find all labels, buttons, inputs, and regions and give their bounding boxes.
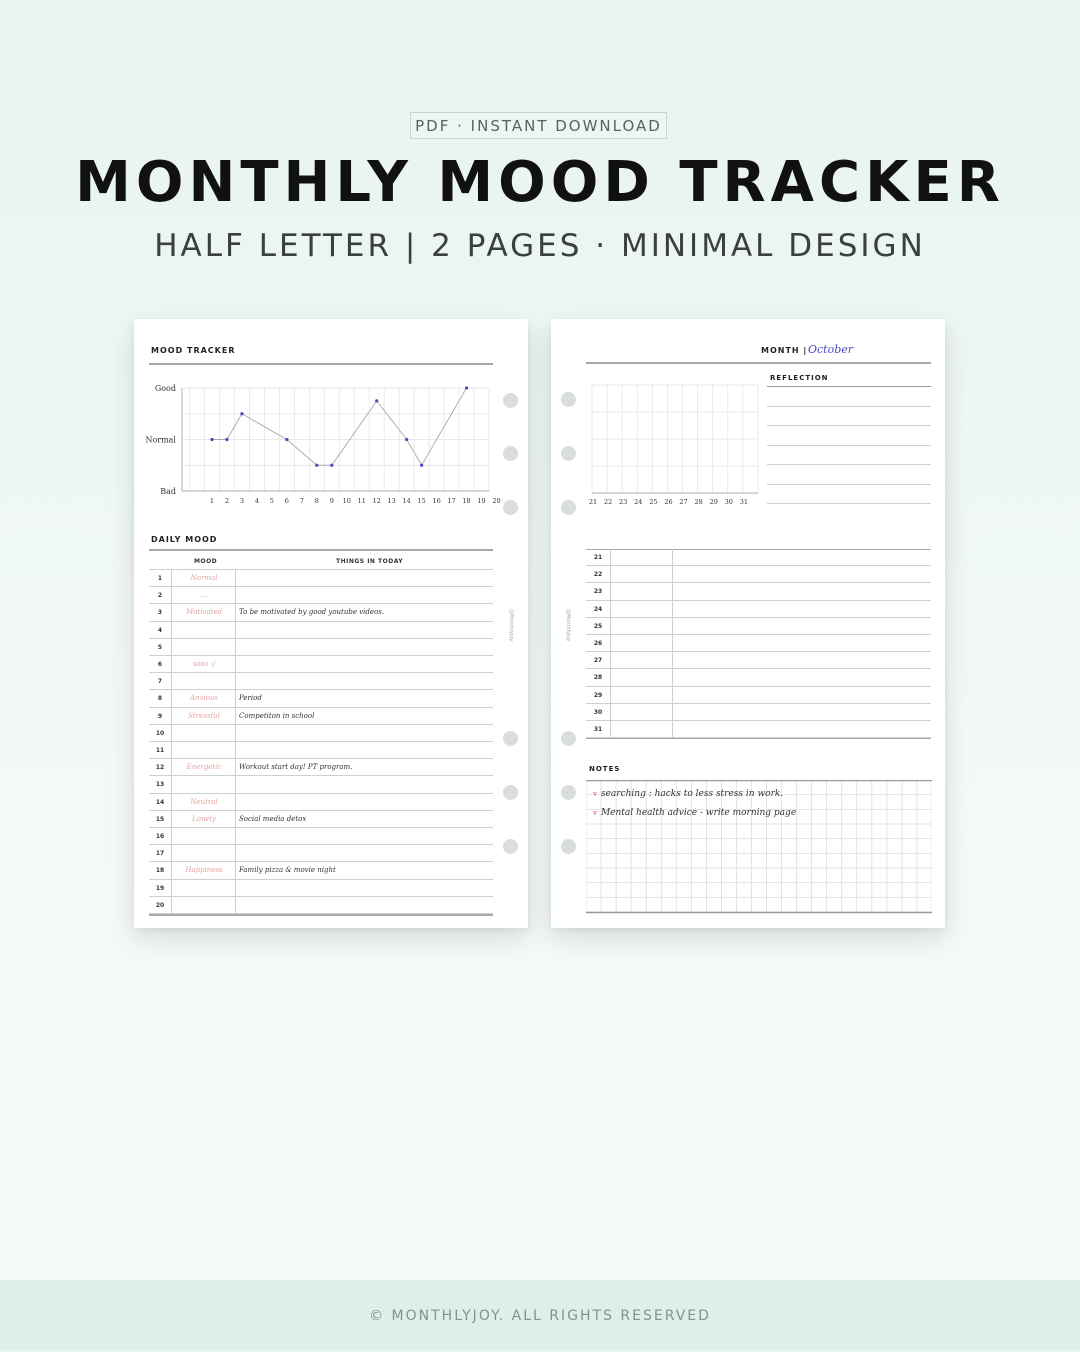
x-tick-label: 2 [224,497,230,505]
mood-tracker-heading: MOOD TRACKER [151,346,236,355]
notes-grid [586,780,932,914]
note-item [593,789,783,799]
things-cell: Social media detox [239,814,307,823]
y-tick-label: Good [154,384,176,393]
table-row [149,622,493,639]
x-tick-label: 24 [634,498,643,506]
day-number: 4 [157,626,163,634]
reflection-heading: REFLECTION [770,374,829,382]
day-number: 21 [593,554,603,561]
day-number: 9 [157,712,163,720]
binder-hole [503,839,518,854]
table-row [586,618,931,635]
x-tick-label: 30 [724,498,733,506]
left-planner-page [134,319,528,928]
table-row [586,583,931,600]
day-number: 23 [593,588,603,596]
note-text: Mental health advice - write morning page [600,808,797,818]
binder-hole [561,785,576,800]
day-number: 18 [155,867,165,875]
day-number: 30 [593,708,603,716]
day-column-divider [610,549,611,738]
daily-mood-heading: DAILY MOOD [151,535,218,544]
mood-point [315,464,318,467]
table-row [149,673,493,690]
day-number: 24 [593,605,603,613]
mood-cell: Stressful [188,711,220,720]
table-row [586,669,931,686]
table-row [149,811,493,828]
binder-hole [503,731,518,746]
mood-column-header: MOOD [194,558,218,565]
table-row [149,880,493,897]
note-item [593,808,796,818]
mood-column-divider [672,549,673,738]
day-number: 26 [593,640,603,647]
x-tick-label: 13 [387,497,396,505]
day-number: 11 [155,747,165,754]
x-tick-label: 21 [588,498,598,506]
x-tick-label: 12 [372,497,381,505]
table-row [149,725,493,742]
mood-point [375,399,378,402]
x-tick-label: 15 [417,497,426,505]
x-tick-label: 20 [492,497,501,505]
x-tick-label: 1 [209,497,215,505]
x-tick-label: 9 [329,497,334,505]
day-number: 29 [593,691,603,699]
table-row [149,776,493,793]
mood-point [285,438,288,441]
table-row [586,635,931,652]
reflection-line [767,464,931,465]
day-number: 6 [157,661,163,668]
x-tick-label: 29 [709,498,718,506]
mood-cell: Lonely [192,814,216,823]
table-header-rule [149,569,493,570]
right-planner-page [551,319,945,928]
day-number: 25 [593,622,603,630]
table-row [586,704,931,721]
x-tick-label: 26 [664,498,673,506]
things-cell: Period [239,694,262,703]
table-row [586,721,931,738]
binder-hole [561,839,576,854]
x-tick-label: 10 [342,497,351,505]
check-icon: v [593,809,597,817]
day-number: 31 [593,726,603,733]
reflection-line [767,425,931,426]
day-number: 17 [155,850,165,858]
day-number: 22 [593,571,603,579]
day-number: 12 [155,764,165,772]
reflection-line [767,445,931,446]
day-number: 13 [155,781,165,789]
table-row [149,604,493,621]
x-tick-label: 16 [432,497,441,505]
day-number: 5 [157,643,163,651]
day-number: 28 [593,674,603,682]
table-row [149,845,493,862]
day-number: 2 [157,592,163,600]
day-number: 7 [157,678,163,686]
watermark-right: @MonthlyJoy [565,609,571,642]
daily-mood-rule [149,549,493,551]
x-tick-label: 14 [402,497,411,505]
x-tick-label: 3 [239,497,244,505]
reflection-line [767,503,931,504]
x-tick-label: 31 [739,498,749,506]
day-number: 27 [593,657,603,665]
month-label: MONTH | [761,346,808,355]
reflection-lines [767,386,931,506]
x-tick-label: 8 [314,497,319,505]
reflection-line [767,386,931,387]
table-row [586,687,931,704]
reflection-line [767,406,931,407]
x-tick-label: 11 [357,497,366,505]
mood-cell: soso :/ [192,660,216,668]
x-tick-label: 17 [447,497,456,505]
mood-point [210,438,213,441]
x-tick-label: 19 [477,497,486,505]
x-tick-label: 18 [462,497,471,505]
daily-mood-table [149,570,493,915]
table-row [149,570,493,587]
mood-point [405,438,408,441]
y-tick-label: Bad [160,487,176,496]
binder-hole [561,446,576,461]
note-text: searching : hacks to less stress in work. [600,789,784,799]
mood-chart-continued [586,381,766,521]
daily-mood-table-continued [586,549,931,739]
mood-cell: ... [200,591,208,600]
binder-hole [561,500,576,515]
day-number: 20 [155,901,165,909]
things-cell: Workout start day! PT program. [239,763,353,772]
page-title: MONTHLY MOOD TRACKER [75,150,1005,215]
mood-column-divider [235,570,236,914]
day-number: 8 [157,695,163,703]
table-row [149,656,493,673]
x-tick-label: 28 [694,498,703,506]
day-number: 16 [155,833,165,840]
day-column-divider [171,570,172,914]
mood-cell: Neutral [190,797,218,806]
things-cell: Competiton in school [239,711,315,720]
day-number: 10 [155,729,165,737]
heading-rule [149,363,493,365]
table-row [149,862,493,879]
y-tick-label: Normal [145,435,176,445]
things-cell: To be motivated by good youtube videos. [239,608,385,617]
mood-cell: Happiness [185,866,223,875]
table-bottom-rule [149,914,493,916]
mood-point [330,464,333,467]
month-value: October [808,343,854,356]
day-number: 19 [155,884,165,892]
table-row [149,828,493,845]
table-row [586,652,931,669]
binder-hole [503,500,518,515]
x-tick-label: 5 [269,497,274,505]
table-row [149,639,493,656]
x-tick-label: 4 [254,497,259,505]
table-row [149,794,493,811]
table-row [586,549,931,566]
day-number: 14 [155,798,165,806]
mood-cell: Energetic [186,763,222,772]
x-tick-label: 6 [284,497,289,505]
mood-cell: Normal [190,574,218,582]
things-cell: Family pizza & movie night [239,866,336,875]
copyright-footer: © MONTHLYJOY. ALL RIGHTS RESERVED [0,1280,1080,1350]
x-tick-label: 27 [679,498,688,506]
day-number: 3 [157,609,163,617]
table-row [149,587,493,604]
mood-point [225,438,228,441]
day-number: 1 [157,575,163,582]
binder-hole [503,785,518,800]
x-tick-label: 25 [649,498,658,506]
mood-point [465,386,468,389]
binder-hole [561,392,576,407]
watermark-left: @MonthlyJoy [508,609,514,642]
binder-hole [561,731,576,746]
table-row [149,759,493,776]
day-number: 15 [155,815,165,823]
month-rule [586,362,931,364]
binder-hole [503,446,518,461]
table-row [149,742,493,759]
table-row [149,897,493,914]
mood-cell: Motivated [186,608,222,617]
format-badge: PDF · INSTANT DOWNLOAD [410,112,667,139]
x-tick-label: 7 [299,497,304,505]
mood-point [240,412,243,415]
table-bottom-rule [586,738,931,739]
table-row [149,690,493,707]
check-icon: v [593,790,597,798]
table-row [586,601,931,618]
x-tick-label: 23 [619,498,628,506]
table-row [149,708,493,725]
notes-heading: NOTES [589,765,621,773]
mood-point [420,464,423,467]
table-row [586,566,931,583]
x-tick-label: 22 [603,498,613,506]
things-column-header: THINGS IN TODAY [336,558,404,565]
reflection-line [767,484,931,485]
mood-cell: Anxious [189,694,219,703]
page-subtitle: HALF LETTER | 2 PAGES · MINIMAL DESIGN [154,228,926,264]
binder-hole [503,393,518,408]
